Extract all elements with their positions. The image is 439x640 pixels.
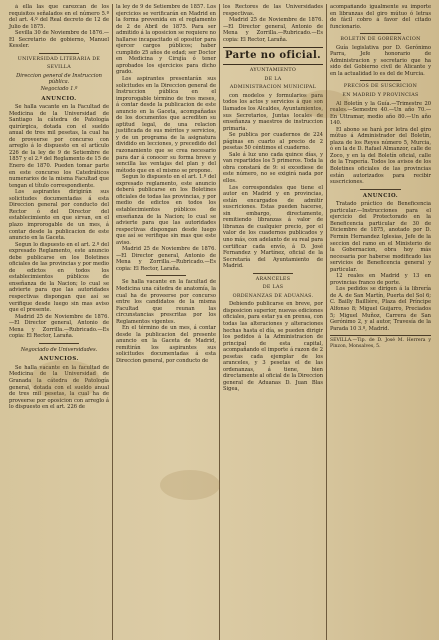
column-2 [113,4,220,640]
section-heading: EN MADRID Y PROVINCIAS [342,93,419,99]
notice-heading: ANUNCIO. [41,95,77,102]
divider [39,53,79,54]
paragraph: Segun lo dispuesto en el art. 1.º del expresado reglamento, este anuncio deberá publicarse en los Boletines oficiales de todas las provincias, y por medio de edictos en todos los establecimientos públicos de enseñanza de la Nacion; lo cual se advierte para que las autoridades respectivas dispongan desde luego que así se verifique sin mas que este aviso. [116,174,216,246]
notice-heading: ANUNCIO. [362,192,399,199]
paragraph: con modelos y formularios para todos los actos y servicios á que son llamados los Alcaldes, Ayuntamientos, sus Secretarios, Juntas locales de enseñanza y maestros de instruccion primaria. [223,92,323,132]
section-heading: AYUNTAMIENTO [249,68,297,74]
paragraph: Madrid 25 de Noviembre de 1876.—El Director general, Antonio de Mena y Zorrilla.—Rubricado.—Es copia: El Rector, Laraña. [223,17,323,43]
negociado-label: Negociado de Universidades. [20,346,98,353]
paragraph: En el término de un mes, á contar desde la publicacion del presente anuncio en la Gaceta de Madrid, remitirán los aspirantes sus solicitudes documentadas á esta Direccion general, por conducto de [116,325,216,364]
paragraph: Madrid 25 de Noviembre de 1876.—El Director general, Antonio de Mena y Zorrilla.—Rubricado.—Es copia: El Rector, Laraña. [116,246,216,272]
paragraph: Se publica por cuadernos de 224 páginas en cuarto al precio de 2 pesetas 50 céntimos el cuaderno. [223,132,323,152]
paragraph: la ley de 9 de Setiembre de 1857. Los ejercicios se verificarán en Madrid en la forma prevenida en el reglamento de 2 de Abril de 1875. Para ser admitido á la oposicion se requiere no hallarse incapacitado el opositor para ejercer cargos públicos; haber cumplido 25 años de edad; ser Doctor en Medicina y Cirujía ó tener aprobados los ejercicios para dicho grado. [116,4,216,76]
section-heading: UNIVERSIDAD LITERARIA DE [17,56,101,62]
paragraph: Madrid 25 de Noviembre de 1876.—El Director general, Antonio de Mena y Zorrilla.—Rubricado.—Es copia: El Rector, Laraña. [9,313,109,340]
column-4 [327,4,434,640]
paragraph: Tratado práctico de Beneficencia particular.—Instrucciones para el ejercicio del Protectorado en la Beneficencia particular de 30 de Diciembre de 1875, anotado por D. Fermin Hernandez Iglesias, Jefe de la seccion del ramo en el Ministerio de la Gobernacion, obra hoy más necesaria por haberse modificado las servicios de Beneficencia general y particular. [330,201,431,273]
paragraph: Se halla vacante en la Facultad de Medicina de la Universidad de Santiago la cátedra de Patología quirúrgica, dotada con el sueldo anual de tres mil pesetas, la cual ha de proveerse por concurso con arreglo á lo dispuesto en el artículo 226 de la ley de 9 de Setiembre de 1857 y el 2.º del Reglamento de 15 de Enero de 1870. Pueden tomar parte en este concurso los Catedráticos numerarios de la misma Facultad que tengan el título correspondiente. [9,104,109,189]
divider [360,80,400,81]
paragraph: Los correspondales que tiene el autor en Madrid y en provincias, están encargados de admitir suscriciones. Estas pueden hacerse, sin embargo, directamente, remitiendo libranzas á valor de libranza de cualquier precio, por el valor de los cuadernos publicados y uno más, con adelanto de su real para certificar cada envío, á D. José Fernandez y Martínez, oficial de la Secretaría del Ayuntamiento de Madrid. [223,184,323,270]
divider [360,189,400,190]
section-heading: ARANCELES [255,276,291,282]
section-heading: DE LAS [262,285,284,291]
paragraph: Los aspirantes presentarán sus solicitudes en la Direccion general de Instruccion pública en el improrogable término de tres meses, á contar desde la publicacion de este anuncio en la Gaceta, acompañadas de los documentos que acrediten su aptitud legal, de una relacion justificada de sus méritos y servicios, y de un programa de la asignatura dividido en lecciones, y precedido del razonamiento que se crea necesario para dar á conocer su forma breve y sencilla las ventajas del plan y del método que en el mismo se propone. [116,76,216,174]
paragraph: los Rectores de las Universidades respectivas. [223,4,323,17]
divider [360,33,400,34]
divider [146,275,186,276]
paragraph: á ella las que carezcan de los requisitos señalados en el número 5.º del art. 4.º del Real decreto de 12 de Julio de 1875. [9,4,109,30]
section-heading: SEVILLA [46,65,72,71]
section-subheading: Direccion general de Instruccion pública. [16,72,102,86]
paragraph: El abono se hará por letra del giro mútuo á Administrador del Boletín, plaza de los Reyes número 5, Murcia, ó en la de D. Rafael Almanzor, calle de Zoco, y en la del Boletín oficial, calle de la Trapería. Todos los avisos de los Boletines oficiales de las provincias están autorizados para recibir suscriciones. [330,126,431,186]
column-1 [6,4,113,640]
paragraph: Al Boletín y la Guía.—Trimestre 20 reales.—Semestre 40.—Un año 70.—En Ultramar, medio año 80.—Un año 140. [330,100,431,127]
paragraph: Se halla vacante en la facultad de Medicina de la Universidad de Granada la cátedra de Patología general, dotada con el sueldo anual de tres mil pesetas, la cual ha de proveerse por oposicion con arreglo á lo dispuesto en el art. 226 de [9,364,109,411]
paragraph: Se halla vacante en la facultad de Medicina una cátedra de anatomía, la cual ha de proveerse por concurso entre los candidatos de la misma Facultad que reunan las circunstancias prescritas por los Reglamentos vigentes. [116,279,216,325]
section-heading: DE LA [264,76,282,82]
printer-imprint: SEVILLA.—Tip. de D. José M. Herrera y Pinzon, Monsalves, 5. [330,335,431,350]
notice-heading: ANUNCIOS. [39,356,79,363]
section-title: Parte no oficial. [223,47,323,65]
negociado-label: Negociado 1.º [40,86,78,93]
column-3 [220,4,327,640]
paragraph: Guía legislativa por D. Gerónimo Parra, Jefe honorario de Administracion y secretario que ha sido del Gobierno civil de Alicante y en la actualidad lo es del de Murcia. [330,44,431,77]
paragraph: Debiendo publicarse en breve, por disposicion superior, nuevas ediciones oficiales, para estar ya en prensa, con todas las alteraciones y alteraciones hechas hasta el día, se pueden dirigir los pedidos á la Administracion de principal de esta capital, acompañando el importe á razon de 2 pesetas cada ejemplar de los aranceles, y 3 pesetas el de las ordenanzas, á tiene, bien directamente al oficial de la Direccion general de Aduanas D. Juan Blas Sigea, [223,301,323,393]
paragraph: Segun lo dispuesto en el art. 2.º del expresado Reglamento, este anuncio debe publicarse en los Boletines oficiales de las provincias y por medio de edictos en todos los establecimientos públicos de enseñanza de la Nacion; lo cual se advierte para que las autoridades respectivas dispongan que así se verifique desde luego sin mas aviso que el presente. [9,241,109,314]
section-heading: ORDENANZAS DE ADUANAS. [232,293,314,299]
section-heading: PRECIOS DE SUSCRICION [343,84,418,90]
section-heading: BOLETIN DE GOBERNACION [340,37,421,43]
paragraph: Los aspirantes dirigirán sus solicitudes documentadas á esta Direccion general por conducto del Rector ó del Director del establecimiento en que sirvan, en el plazo improrogable de un mes, á contar desde la publicacion de este anuncio en la Gaceta. [9,189,109,242]
paragraph: Los pedidos se dirigen á la librería de A. de San Martín, Puerta del Sol 6; C. Bailly Baillière, Plaza del Príncipe Alfonso 8; Miguel Guijarro, Preciados 5; Miguel Muñoz, Carrera de San Gerónimo 2, y al autor, Travesía de la Parada 10 3.º, Madrid. [330,286,431,332]
columns [6,4,435,640]
paragraph: acompañando igualmente su importe en libranzas del giro mútuo ó letras de fácil cobro á favor del citado funcionario. [330,4,431,30]
divider [39,343,79,344]
paragraph: Sevilla 30 de Noviembre de 1876.—El Secretario de gobierno, Manuel Kessler. [9,30,109,50]
paragraph: Sale á luz uno cada quince días, y van repartidos los 5 primeros. Toda la obra constará de 9: si excediese de este número, no se exigirá nada por ellos. [223,151,323,185]
divider [253,273,293,274]
section-heading: ADMINISTRACION MUNICIPAL [229,85,317,91]
paragraph: 12 reales en Madrid y 13 en provincias franco de porte. [330,273,431,286]
